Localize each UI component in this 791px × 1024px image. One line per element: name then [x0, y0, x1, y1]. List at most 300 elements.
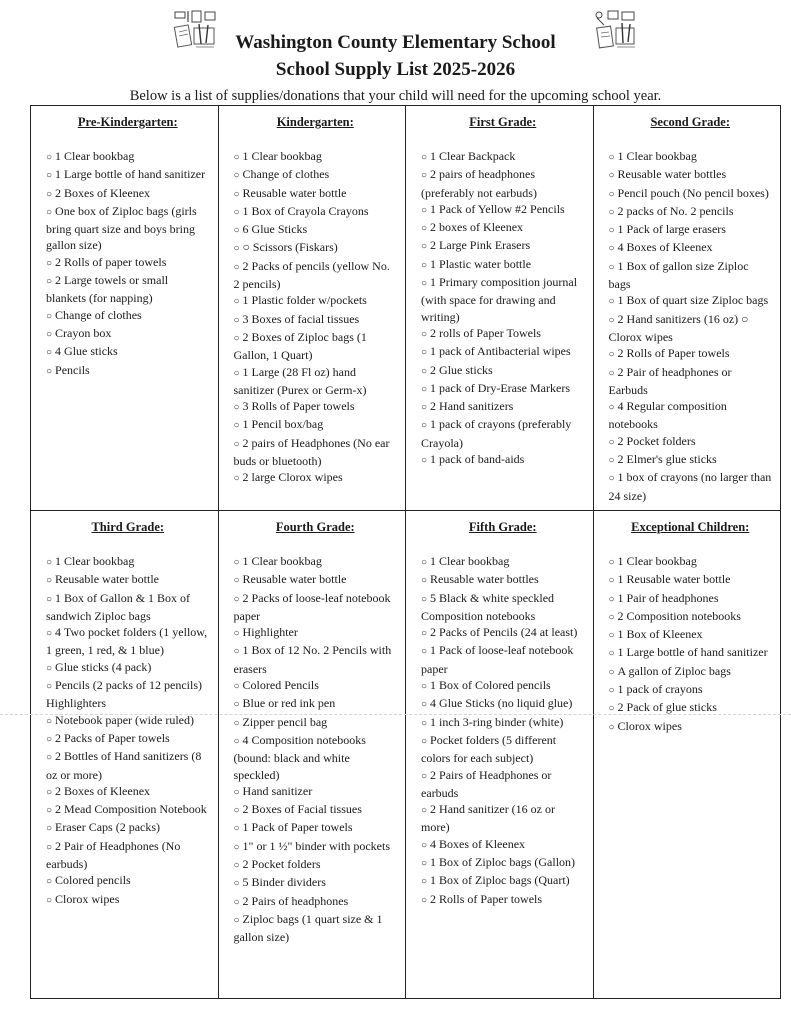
supply-item: [234, 801, 398, 819]
supply-item-text: 2 Composition notebooks: [617, 608, 741, 623]
supply-item: [421, 362, 585, 380]
circle-bullet-icon: ○: [608, 170, 615, 182]
circle-bullet-icon: ○: [46, 347, 53, 359]
supply-item-text: Colored pencils: [55, 873, 131, 888]
supply-item: [421, 891, 585, 909]
supply-item-text: 1 Clear bookbag: [55, 554, 135, 568]
circle-bullet-icon: ○: [421, 259, 428, 271]
circle-bullet-icon: ○: [233, 557, 240, 568]
circle-bullet-icon: ○: [233, 860, 240, 872]
circle-bullet-icon: ○: [46, 593, 53, 605]
supply-item-text: 4 Glue sticks: [55, 344, 118, 359]
supply-item-text: 2 Rolls of Paper towels: [430, 891, 543, 906]
list-title: School Supply List 2025-2026: [275, 59, 516, 80]
supply-item: [234, 435, 398, 470]
supply-item-text: ○ Scissors (Fiskars): [242, 240, 338, 255]
supply-item: [234, 239, 398, 257]
supply-item-text: 1 pack of crayons (preferably Crayola): [421, 417, 572, 450]
supply-item-text: 2 Pocket folders: [617, 433, 696, 448]
supply-item: [46, 553, 210, 571]
supply-item-text: 1 Box of gallon size Ziploc bags: [608, 258, 749, 292]
circle-bullet-icon: ○: [421, 628, 428, 640]
circle-bullet-icon: ○: [233, 152, 240, 163]
supply-item: [234, 416, 398, 434]
circle-bullet-icon: ○: [233, 170, 240, 182]
supply-item-text: 2 Large towels or small blankets (for napping): [46, 273, 169, 306]
supply-list: [421, 553, 585, 909]
supply-item-text: 2 pairs of headphones (preferably not earbuds): [421, 167, 537, 200]
supply-item-text: Reusable water bottles: [430, 572, 539, 587]
circle-bullet-icon: ○: [421, 223, 428, 235]
circle-bullet-icon: ○: [421, 805, 428, 817]
supply-item: [234, 221, 398, 239]
circle-bullet-icon: ○: [233, 206, 240, 218]
supply-item: [234, 732, 398, 783]
circle-bullet-icon: ○: [608, 557, 615, 568]
circle-bullet-icon: ○: [421, 170, 428, 182]
circle-bullet-icon: ○: [608, 436, 615, 448]
supply-item: [609, 364, 773, 399]
circle-bullet-icon: ○: [421, 770, 428, 782]
supply-item: [609, 345, 773, 363]
supply-item-text: 2 Pocket folders: [242, 857, 321, 872]
supply-item: [421, 451, 585, 469]
grade-heading: Exceptional Children:: [631, 520, 750, 534]
supply-item-text: 2 Large Pink Erasers: [430, 238, 531, 253]
circle-bullet-icon: ○: [421, 241, 428, 253]
circle-bullet-icon: ○: [608, 721, 615, 733]
circle-bullet-icon: ○: [608, 648, 615, 660]
supply-item-text: Highlighter: [242, 625, 298, 640]
supply-item: [609, 553, 773, 571]
circle-bullet-icon: ○: [608, 455, 615, 467]
circle-bullet-icon: ○: [421, 575, 428, 587]
supply-item: [421, 854, 585, 872]
circle-bullet-icon: ○: [46, 841, 53, 853]
supply-item-text: Pencils (2 packs of 12 pencils) Highlighters: [46, 678, 203, 711]
grade-cell: [218, 511, 406, 999]
circle-bullet-icon: ○: [421, 646, 428, 658]
supply-item: [609, 644, 773, 662]
circle-bullet-icon: ○: [421, 717, 428, 729]
circle-bullet-icon: ○: [46, 786, 53, 798]
circle-bullet-icon: ○: [46, 823, 53, 835]
school-name: Washington County Elementary School: [235, 32, 556, 53]
circle-bullet-icon: ○: [233, 699, 240, 711]
circle-bullet-icon: ○: [233, 914, 240, 926]
supply-item-text: 1 Clear bookbag: [242, 149, 322, 163]
circle-bullet-icon: ○: [46, 557, 53, 568]
supply-item: [609, 166, 773, 184]
supply-item-text: 5 Binder dividers: [242, 875, 326, 890]
supply-item: [46, 891, 210, 909]
supply-item: [234, 893, 398, 911]
supply-list: [234, 148, 398, 488]
circle-bullet-icon: ○: [608, 296, 615, 308]
supply-item-text: Notebook paper (wide ruled): [55, 712, 194, 727]
circle-bullet-icon: ○: [233, 261, 240, 273]
supply-item-text: 1 Large bottle of hand sanitizer: [617, 645, 768, 660]
circle-bullet-icon: ○: [233, 823, 240, 835]
supply-item: [421, 256, 585, 274]
supply-grid: [30, 105, 781, 999]
supply-item-text: Reusable water bottle: [242, 185, 347, 200]
supply-item-text: 1 Box of Gallon & 1 Box of sandwich Ziploc bags: [46, 590, 191, 623]
supply-item: [421, 801, 585, 836]
circle-bullet-icon: ○: [421, 455, 428, 467]
supply-item-text: 1 Clear bookbag: [55, 149, 135, 163]
supply-item-text: 2 Rolls of paper towels: [55, 254, 167, 269]
supply-item-text: Reusable water bottle: [55, 572, 160, 587]
supply-item-text: Colored Pencils: [242, 678, 319, 693]
supply-item: [234, 838, 398, 856]
circle-bullet-icon: ○: [233, 296, 240, 308]
circle-bullet-icon: ○: [233, 332, 240, 344]
supply-item: [46, 203, 210, 254]
supply-item-text: 4 Two pocket folders (1 yellow, 1 green, 1 red, & 1 blue): [46, 625, 208, 658]
supply-item-text: 2 Pair of headphones or Earbuds: [608, 364, 732, 397]
grade-heading: Second Grade:: [650, 115, 730, 129]
supply-item: [234, 677, 398, 695]
supply-item-text: 1 pack of band-aids: [430, 452, 525, 467]
supply-item: [46, 272, 210, 307]
circle-bullet-icon: ○: [421, 699, 428, 711]
circle-bullet-icon: ○: [421, 858, 428, 870]
circle-bullet-icon: ○: [608, 630, 615, 642]
circle-bullet-icon: ○: [46, 170, 53, 182]
circle-bullet-icon: ○: [233, 717, 240, 729]
supply-item: [421, 624, 585, 642]
circle-bullet-icon: ○: [46, 188, 53, 200]
supply-item-text: Pocket folders (5 different colors for each subject): [421, 732, 557, 766]
supply-item-text: 2 Packs of Pencils (24 at least): [430, 625, 578, 640]
supply-item-text: 1 Box of Ziploc bags (Quart): [430, 873, 570, 888]
supply-item: [609, 663, 773, 681]
circle-bullet-icon: ○: [421, 347, 428, 359]
grade-heading: Kindergarten:: [276, 115, 354, 129]
circle-bullet-icon: ○: [233, 841, 240, 853]
circle-bullet-icon: ○: [608, 703, 615, 715]
supply-item-text: 2 Pairs of headphones: [242, 893, 349, 908]
grade-cell: [593, 106, 781, 511]
grid-row-bottom: [31, 511, 781, 999]
supply-item: [234, 292, 398, 310]
supply-item: [421, 836, 585, 854]
supply-item: [46, 590, 210, 625]
circle-bullet-icon: ○: [608, 402, 615, 414]
circle-bullet-icon: ○: [233, 681, 240, 693]
grade-cell: [593, 511, 781, 999]
supply-item: [609, 571, 773, 589]
supply-item: [46, 748, 210, 783]
supply-item: [609, 311, 773, 346]
circle-bullet-icon: ○: [46, 752, 53, 764]
supply-item-text: 1 Pair of headphones: [617, 590, 719, 605]
supply-item-text: 4 Composition notebooks (bound: black and white speckled): [233, 732, 366, 782]
circle-bullet-icon: ○: [421, 278, 428, 290]
supply-item-text: 1 Large (28 Fl oz) hand sanitizer (Purex or Germ-x): [233, 364, 367, 397]
supply-item: [421, 416, 585, 451]
supply-item-text: 2 boxes of Kleenex: [430, 220, 524, 235]
supply-item-text: 1 box of crayons (no larger than 24 size): [608, 470, 772, 503]
circle-bullet-icon: ○: [46, 575, 53, 587]
circle-bullet-icon: ○: [46, 662, 53, 674]
circle-bullet-icon: ○: [608, 685, 615, 697]
supply-item-text: 1 Clear bookbag: [430, 554, 510, 568]
supply-item-text: 2 Packs of loose-leaf notebook paper: [233, 590, 391, 623]
circle-bullet-icon: ○: [233, 786, 240, 798]
supply-item-text: 1 pack of Antibacterial wipes: [430, 344, 571, 359]
circle-bullet-icon: ○: [608, 152, 615, 163]
supply-item: [421, 553, 585, 571]
supply-item: [609, 590, 773, 608]
supply-item-text: 1 Plastic water bottle: [430, 256, 532, 271]
grade-heading: First Grade:: [469, 115, 537, 129]
circle-bullet-icon: ○: [421, 152, 428, 163]
supply-item: [234, 571, 398, 589]
circle-bullet-icon: ○: [46, 310, 53, 322]
supply-item: [46, 801, 210, 819]
supply-item: [234, 714, 398, 732]
supply-list: [46, 148, 210, 380]
circle-bullet-icon: ○: [233, 735, 240, 747]
supply-item: [234, 553, 398, 571]
supply-item-text: 1 Box of 12 No. 2 Pencils with erasers: [233, 643, 392, 676]
supply-item-text: 1 Pack of large erasers: [617, 222, 726, 237]
supply-item: [234, 874, 398, 892]
supply-item-text: 2 Elmer's glue sticks: [617, 452, 717, 467]
supply-item: [421, 219, 585, 237]
grade-cell: [406, 511, 594, 999]
intro-text: Below is a list of supplies/donations that your child will need for the upcoming school year.: [129, 88, 662, 104]
circle-bullet-icon: ○: [608, 575, 615, 587]
circle-bullet-icon: ○: [233, 438, 240, 450]
supply-item: [234, 590, 398, 625]
circle-bullet-icon: ○: [46, 805, 53, 817]
supply-item: [46, 343, 210, 361]
circle-bullet-icon: ○: [46, 328, 53, 340]
supply-item: [234, 148, 398, 166]
supply-item: [46, 325, 210, 343]
supply-item-text: 1 pack of crayons: [617, 682, 703, 697]
supply-item: [609, 608, 773, 626]
circle-bullet-icon: ○: [608, 349, 615, 361]
supply-item-text: 1 Pack of Paper towels: [242, 820, 353, 835]
supply-item: [234, 258, 398, 293]
circle-bullet-icon: ○: [46, 276, 53, 288]
supply-item-text: 2 Packs of pencils (yellow No. 2 pencils): [233, 258, 390, 292]
supply-item: [46, 677, 210, 712]
supply-item-text: 2 Boxes of Kleenex: [55, 783, 151, 798]
supply-item-text: Glue sticks (4 pack): [55, 659, 152, 674]
supply-item: [609, 203, 773, 221]
circle-bullet-icon: ○: [46, 152, 53, 163]
supply-item-text: Pencils: [55, 362, 90, 377]
supply-item: [421, 398, 585, 416]
supply-item: [609, 626, 773, 644]
supply-item-text: Crayon box: [55, 325, 112, 340]
circle-bullet-icon: ○: [421, 402, 428, 414]
supply-item: [46, 819, 210, 837]
supply-item: [421, 237, 585, 255]
supply-item: [46, 730, 210, 748]
supply-item: [421, 380, 585, 398]
circle-bullet-icon: ○: [233, 593, 240, 605]
circle-bullet-icon: ○: [608, 188, 615, 200]
supply-item: [421, 677, 585, 695]
circle-bullet-icon: ○: [421, 365, 428, 377]
circle-bullet-icon: ○: [46, 628, 53, 640]
circle-bullet-icon: ○: [421, 593, 428, 605]
supply-item: [421, 872, 585, 890]
supply-item-text: 1 Clear bookbag: [617, 554, 697, 568]
supply-item: [234, 329, 398, 364]
circle-bullet-icon: ○: [233, 314, 240, 326]
supply-item-text: Ziploc bags (1 quart size & 1 gallon size): [233, 911, 383, 945]
circle-bullet-icon: ○: [608, 225, 615, 237]
supply-item: [234, 642, 398, 677]
supply-item-text: 2 packs of No. 2 pencils: [617, 203, 734, 218]
circle-bullet-icon: ○: [421, 204, 428, 216]
supply-item-text: 1 Box of Crayola Crayons: [242, 203, 369, 218]
supply-item: [46, 571, 210, 589]
circle-bullet-icon: ○: [421, 383, 428, 395]
supply-item-text: Clorox wipes: [55, 891, 120, 906]
supply-item-text: 1 Plastic folder w/pockets: [242, 293, 367, 308]
supply-item: [234, 364, 398, 399]
supply-item-text: 1" or 1 ½" binder with pockets: [242, 838, 390, 853]
supply-item-text: Zipper pencil bag: [242, 714, 328, 729]
supply-item: [234, 166, 398, 184]
supply-item: [234, 203, 398, 221]
supply-item-text: 2 Boxes of Facial tissues: [242, 802, 362, 817]
supply-item-text: Blue or red ink pen: [242, 696, 336, 711]
circle-bullet-icon: ○: [608, 611, 615, 623]
circle-bullet-icon: ○: [608, 206, 615, 218]
circle-bullet-icon: ○: [608, 367, 615, 379]
supply-item: [609, 469, 773, 504]
supply-item-text: 2 Hand sanitizers: [430, 399, 514, 414]
supply-item: [234, 911, 398, 946]
supply-item-text: 1 pack of Dry-Erase Markers: [430, 380, 570, 395]
supply-list: [234, 553, 398, 946]
circle-bullet-icon: ○: [421, 420, 428, 432]
supply-item: [234, 783, 398, 801]
supply-item: [609, 185, 773, 203]
supply-item: [234, 185, 398, 203]
scan-artifact-line: [0, 714, 791, 715]
supply-item-text: Hand sanitizer: [242, 783, 313, 798]
supply-list: [421, 148, 585, 469]
circle-bullet-icon: ○: [46, 715, 53, 727]
supply-item-text: 1 inch 3-ring binder (white): [430, 714, 564, 729]
circle-bullet-icon: ○: [233, 367, 240, 379]
circle-bullet-icon: ○: [46, 365, 53, 377]
supply-item: [234, 398, 398, 416]
supply-item: [421, 325, 585, 343]
supply-item-text: 2 large Clorox wipes: [242, 470, 343, 485]
circle-bullet-icon: ○: [421, 735, 428, 747]
supply-item-text: 4 Boxes of Kleenex: [617, 240, 713, 255]
grid-row-top: [31, 106, 781, 511]
supply-item: [46, 148, 210, 166]
supply-item-text: 1 Box of quart size Ziploc bags: [617, 293, 769, 308]
supply-item: [609, 239, 773, 257]
supply-item: [421, 732, 585, 767]
supply-item-text: Pencil pouch (No pencil boxes): [617, 185, 769, 200]
circle-bullet-icon: ○: [233, 628, 240, 640]
supply-item-text: 2 Pack of glue sticks: [617, 700, 717, 715]
supply-item-text: 5 Black & white speckled Composition notebooks: [421, 590, 555, 623]
supply-item: [421, 343, 585, 361]
supply-item-text: 2 Hand sanitizers (16 oz) ○ Clorox wipes: [608, 311, 749, 344]
grade-heading: Pre-Kindergarten:: [77, 115, 178, 129]
circle-bullet-icon: ○: [421, 839, 428, 851]
supply-item-text: Change of clothes: [242, 167, 330, 182]
supply-item: [421, 201, 585, 219]
supply-item: [609, 258, 773, 293]
supply-item: [421, 274, 585, 325]
circle-bullet-icon: ○: [421, 681, 428, 693]
supply-item: [421, 767, 585, 802]
supply-item-text: 1 Large bottle of hand sanitizer: [55, 167, 206, 182]
grade-cell: [406, 106, 594, 511]
supply-item-text: 3 Rolls of Paper towels: [242, 399, 355, 414]
grade-heading: Fourth Grade:: [275, 520, 355, 534]
supply-item-text: 2 pairs of Headphones (No ear buds or bluetooth): [233, 435, 390, 469]
supply-item-text: 2 Packs of Paper towels: [55, 730, 170, 745]
circle-bullet-icon: ○: [421, 894, 428, 906]
supply-item: [609, 681, 773, 699]
circle-bullet-icon: ○: [421, 876, 428, 888]
supply-item-text: 1 Clear bookbag: [617, 149, 697, 163]
supply-item-text: 2 Bottles of Hand sanitizers (8 oz or more): [46, 749, 202, 782]
circle-bullet-icon: ○: [233, 575, 240, 587]
supply-item-text: 1 Primary composition journal (with space for drawing and writing): [421, 275, 578, 324]
supply-item: [46, 783, 210, 801]
supply-item-text: Eraser Caps (2 packs): [55, 820, 161, 835]
circle-bullet-icon: ○: [46, 681, 53, 693]
supply-item: [46, 185, 210, 203]
supply-item-text: 1 Box of Kleenex: [617, 627, 703, 642]
supply-item-text: Clorox wipes: [617, 718, 682, 733]
supply-item: [609, 292, 773, 310]
supply-item-text: 2 Glue sticks: [430, 362, 493, 377]
supply-item: [46, 872, 210, 890]
supply-item: [46, 254, 210, 272]
circle-bullet-icon: ○: [233, 225, 240, 237]
supply-item-text: 1 Pack of Yellow #2 Pencils: [430, 201, 565, 216]
supply-item: [46, 624, 210, 659]
supply-item: [609, 148, 773, 166]
supply-item-text: 1 Pencil box/bag: [242, 417, 324, 432]
supply-item: [421, 714, 585, 732]
document-header: [0, 30, 791, 82]
circle-bullet-icon: ○: [608, 593, 615, 605]
circle-bullet-icon: ○: [233, 243, 240, 255]
supply-item: [46, 659, 210, 677]
supply-item: [421, 590, 585, 625]
supply-item: [421, 695, 585, 713]
supply-item: [46, 362, 210, 380]
supply-list: [609, 553, 773, 736]
grade-cell: [218, 106, 406, 511]
supply-item-text: One box of Ziploc bags (girls bring quart size and boys bring gallon size): [46, 203, 197, 253]
circle-bullet-icon: ○: [421, 328, 428, 340]
supply-item-text: 1 Box of Ziploc bags (Gallon): [430, 855, 576, 870]
circle-bullet-icon: ○: [421, 557, 428, 568]
supply-item-text: 2 rolls of Paper Towels: [430, 325, 541, 340]
